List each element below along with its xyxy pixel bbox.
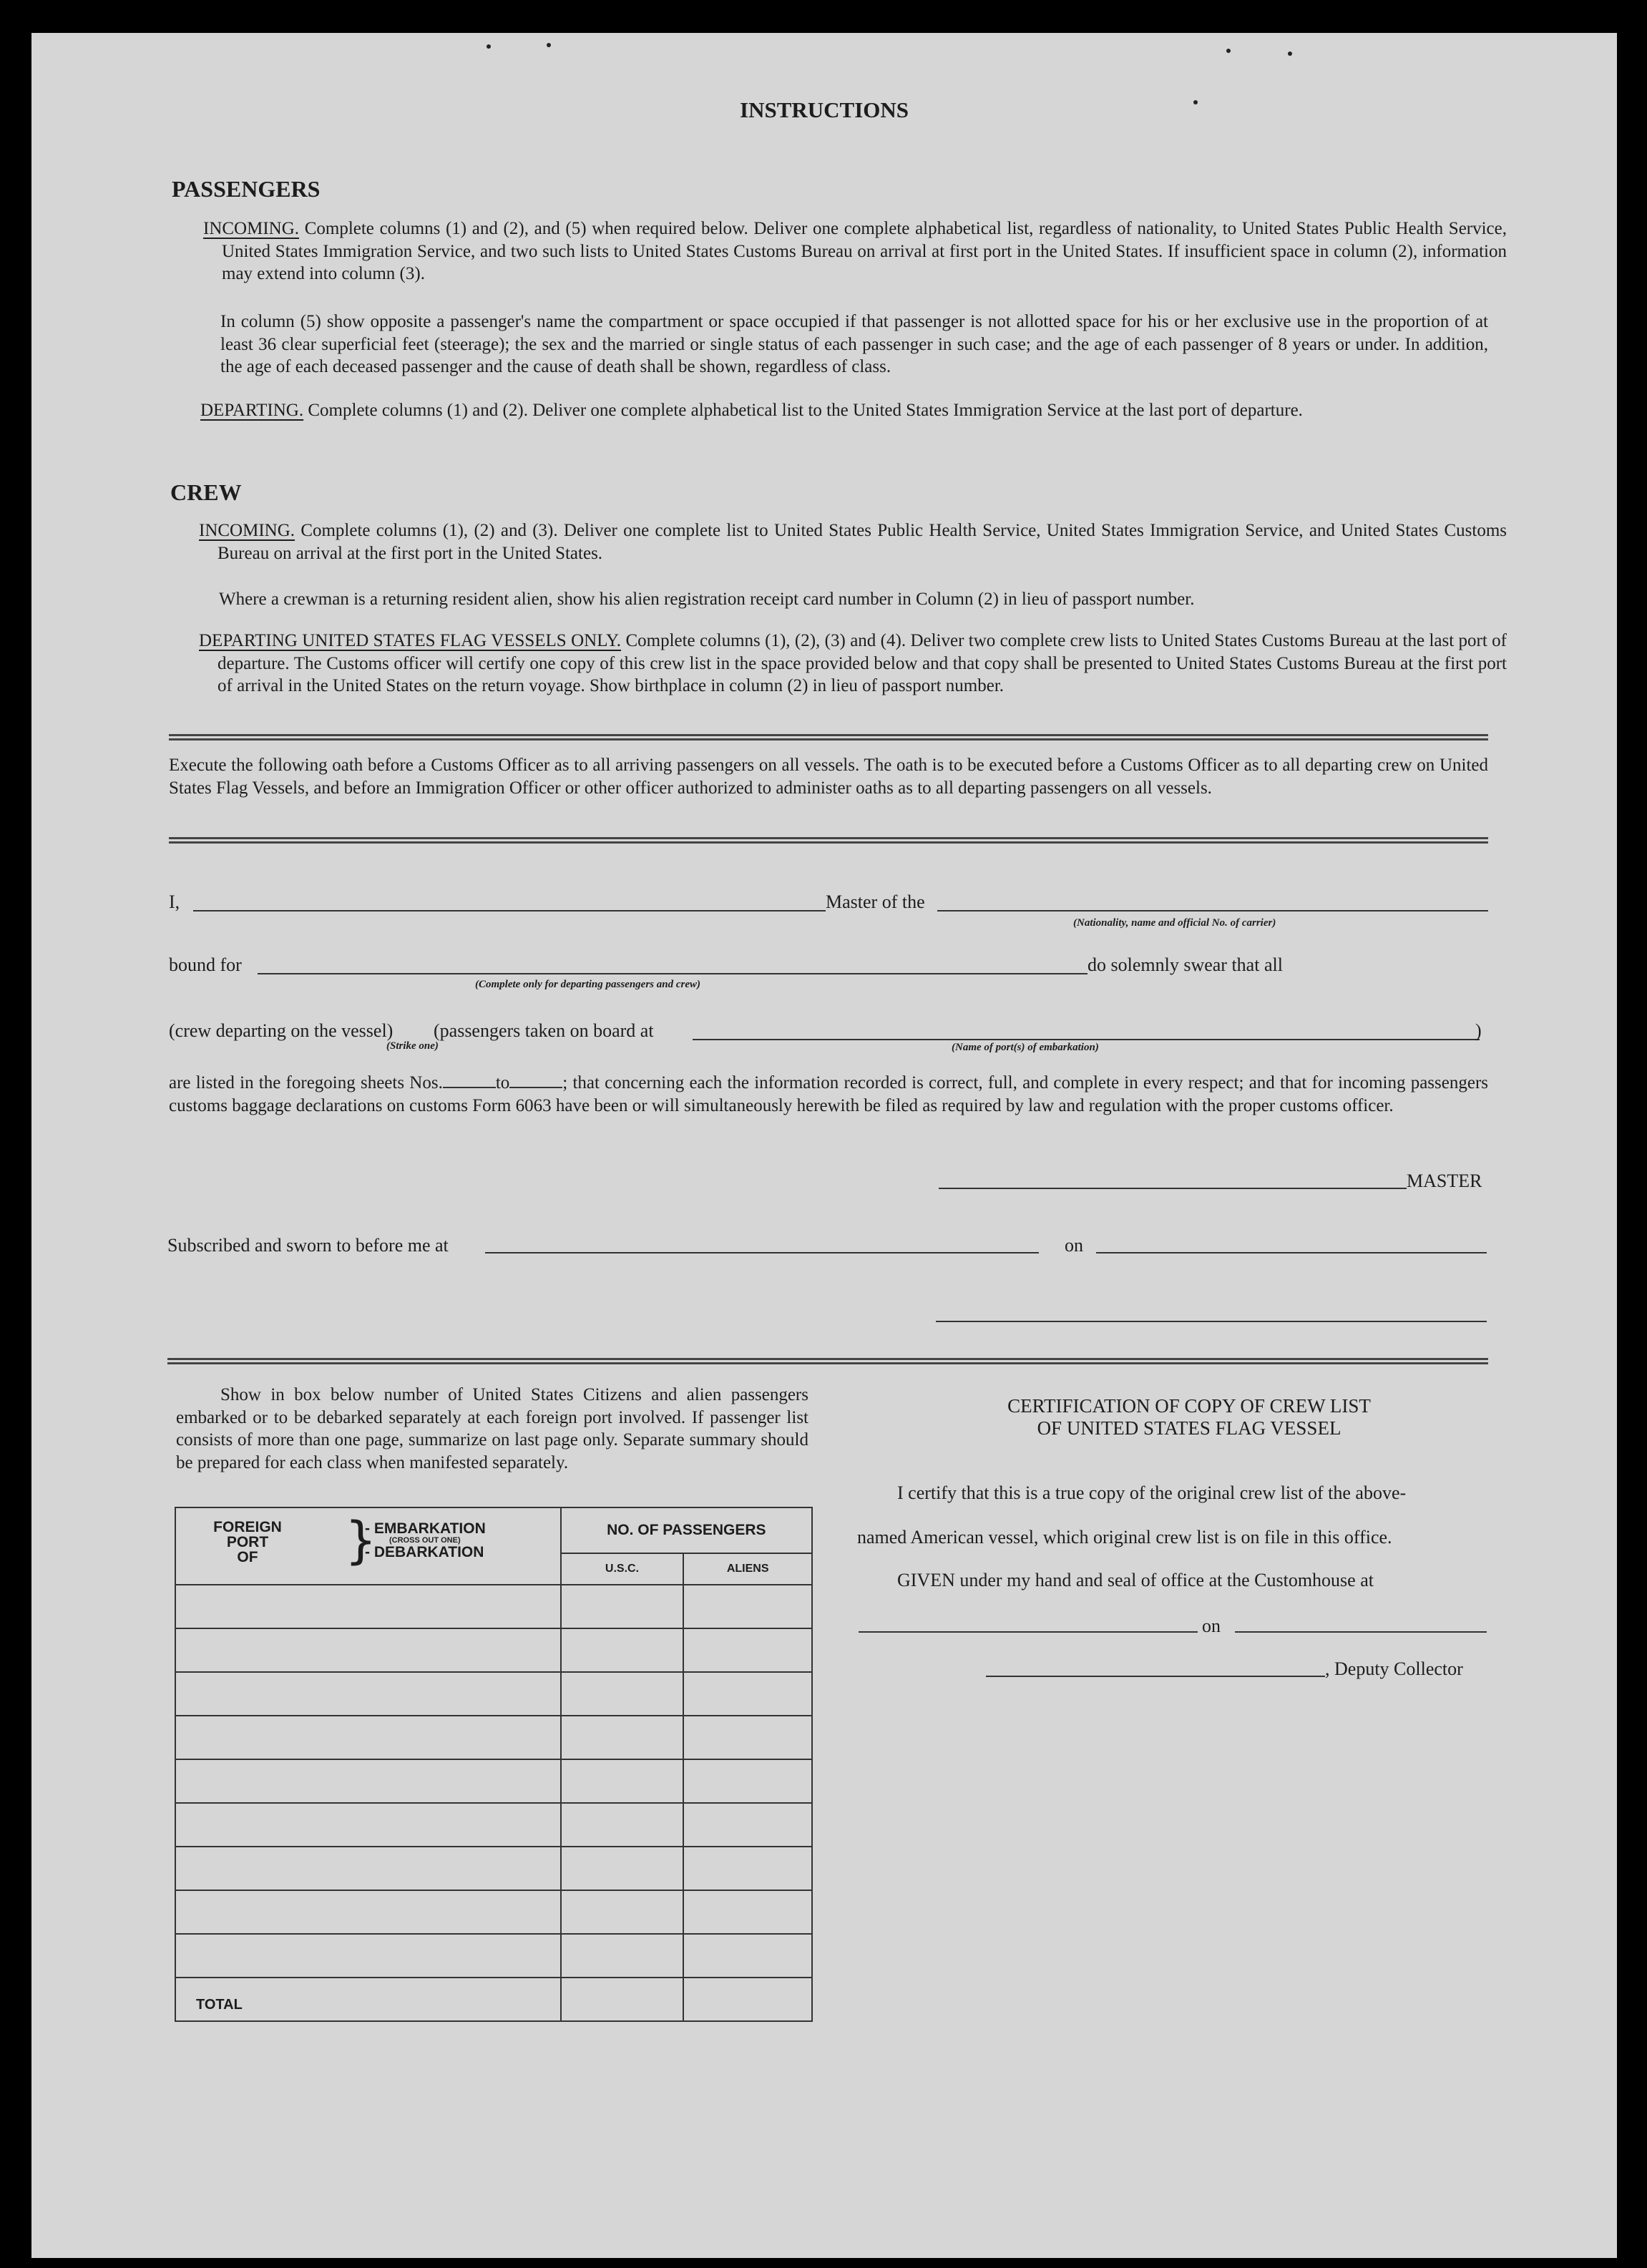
crew-resident-paragraph: Where a crewman is a returning resident alien, show his alien registration receipt card number in Column (2) in lieu of passport number. [219,590,1195,609]
certification-on-label: on [1202,1616,1221,1636]
listed-paragraph [169,1072,1488,1117]
no-of-passengers-header: NO. OF PASSENGERS [561,1507,812,1553]
crew-incoming-label: INCOMING. [199,521,295,540]
usc-cell[interactable] [561,1847,684,1890]
given-line: GIVEN under my hand and seal of office at the Customhouse at [897,1570,1374,1590]
aliens-header: ALIENS [683,1553,812,1585]
passengers-incoming-label: INCOMING. [203,219,300,238]
usc-cell[interactable] [561,1716,684,1759]
port-caption: (Name of port(s) of embarkation) [952,1042,1099,1053]
col-foreign: FOREIGN [213,1519,282,1535]
passengers-incoming-paragraph [203,217,1507,285]
bound-for-line[interactable] [258,973,1088,974]
sheet-from-field[interactable] [443,1087,496,1088]
passengers-departing-label: DEPARTING. [200,401,304,420]
page-title: INSTRUCTIONS [740,97,909,122]
crew-departing-label: DEPARTING UNITED STATES FLAG VESSELS ONLY. [199,631,622,650]
port-cell[interactable] [175,1672,561,1716]
nationality-caption: (Nationality, name and official No. of carrier) [1073,917,1276,929]
aliens-cell[interactable] [683,1628,812,1672]
sworn-on-label: on [1065,1235,1083,1256]
certification-heading-1: CERTIFICATION OF COPY OF CREW LIST [1007,1395,1371,1417]
passengers-incoming-text: Complete columns (1) and (2), and (5) when required below. Deliver one complete alphabetical list, regardless of nationality, to United States Public Health Service, United States Immigration Service, and two such lists to United States Customs Bureau on arrival at first port in the United States. If insufficient space in column (2), information may extend into column (3). [222,219,1507,283]
port-cell[interactable] [175,1759,561,1803]
foreign-port-header [175,1507,561,1585]
departing-caption: (Complete only for departing passengers and crew) [475,979,700,990]
passengers-departing-text: Complete columns (1) and (2). Deliver one complete alphabetical list to the United States Immigration Service at the last port of departure. [308,401,1303,420]
embarkation-port-line[interactable] [693,1039,1480,1040]
usc-cell[interactable] [561,1628,684,1672]
port-cell[interactable] [175,1847,561,1890]
col-of: OF [237,1549,258,1565]
master-of-the-label: Master of the [826,891,925,912]
cross-out-note: (CROSS OUT ONE) [389,1536,461,1545]
strike-one-caption: (Strike one) [386,1040,439,1052]
passengers-heading: PASSENGERS [172,176,321,202]
oath-i-label: I, [169,891,180,912]
usc-cell[interactable] [561,1759,684,1803]
scan-speck [547,43,551,47]
certification-heading-2: OF UNITED STATES FLAG VESSEL [1037,1417,1341,1439]
customhouse-line[interactable] [859,1631,1198,1633]
sworn-place-line[interactable] [485,1252,1039,1253]
document-page [31,33,1617,2258]
oath-instructions: Execute the following oath before a Customs Officer as to all arriving passengers on all vessels. The oath is to be executed before a Customs Officer as to all departing crew on United States Flag Vessels, and before an Immigration Officer or other officer authorized to administer oaths as to all departing passengers on all vessels. [169,756,1488,798]
port-cell[interactable] [175,1890,561,1934]
subscribed-label: Subscribed and sworn to before me at [167,1235,449,1256]
crew-departing-option[interactable]: (crew departing on the vessel) [169,1020,394,1041]
deputy-collector-label: , Deputy Collector [1325,1658,1463,1679]
certification-date-line[interactable] [1235,1631,1487,1633]
usc-cell[interactable] [561,1890,684,1934]
usc-header: U.S.C. [561,1553,684,1585]
listed-to: to [495,1073,510,1093]
scan-speck [1193,100,1198,104]
certification-heading [881,1395,1497,1440]
aliens-cell[interactable] [683,1803,812,1847]
aliens-cell[interactable] [683,1672,812,1716]
passenger-summary-table [175,1507,813,2022]
sworn-date-line[interactable] [1096,1252,1487,1253]
solemnly-swear-label: do solemnly swear that all [1088,954,1283,975]
master-label: MASTER [1407,1170,1482,1191]
scan-speck [1226,49,1231,53]
crew-departing-text: Complete columns (1), (2), (3) and (4). Deliver two complete crew lists to United States Customs Bureau at the last port of departure. The Customs officer will certify one copy of this crew list in the space provided below and that copy shall be presented to United States Customs Bureau at the first port of arrival in the United States on the return voyage. Show birthplace in column (2) in lieu of passport number. [218,631,1507,695]
officer-signature-line[interactable] [936,1321,1487,1322]
aliens-cell[interactable] [683,1934,812,1978]
passengers-taken-option[interactable]: (passengers taken on board at [434,1020,654,1041]
crew-incoming-paragraph [199,519,1507,564]
scan-speck [1288,52,1292,56]
total-label: TOTAL [175,1978,561,2021]
sheet-to-field[interactable] [509,1087,562,1088]
port-cell[interactable] [175,1803,561,1847]
port-cell[interactable] [175,1628,561,1672]
aliens-cell[interactable] [683,1585,812,1628]
listed-text-b: ; that concerning each the information recorded is correct, full, and complete in every respect; and [562,1073,1275,1093]
listed-text-a: are listed in the foregoing sheets Nos. [169,1073,443,1093]
usc-cell[interactable] [561,1803,684,1847]
passengers-departing-paragraph [200,399,1507,422]
total-usc-cell[interactable] [561,1978,684,2021]
summary-instructions: Show in box below number of United States Citizens and alien passengers embarked or to be debarked separately at each foreign port involved. If passenger list consists of more than one page, summarize on last page only. Separate summary should be prepared for each class when manifested separately. [176,1385,808,1472]
embarkation-option[interactable]: - EMBARKATION [365,1520,486,1537]
crew-departing-paragraph [199,630,1507,698]
certify-line-1: I certify that this is a true copy of the original crew list of the above- [897,1482,1407,1503]
usc-cell[interactable] [561,1934,684,1978]
listed-text-c: that for incoming passengers customs baggage declarations on customs Form 6063 have been or will simultaneously herewith be filed as required by law and regulation with the proper customs officer. [169,1073,1489,1115]
bound-for-label: bound for [169,954,242,975]
aliens-cell[interactable] [683,1759,812,1803]
crew-heading: CREW [170,479,242,505]
aliens-cell[interactable] [683,1890,812,1934]
aliens-cell[interactable] [683,1716,812,1759]
port-cell[interactable] [175,1716,561,1759]
passengers-column5-paragraph: In column (5) show opposite a passenger's name the compartment or space occupied if that passenger is not allotted space for his or her exclusive use in the proportion of at least 36 clear superficial feet (steerage); the sex and the married or single status of each passenger in such case; and the age of each passenger of 8 years or under. In addition, the age of each deceased passenger and the cause of death shall be shown, regardless of class. [220,312,1488,376]
brace-icon: } [345,1511,377,1570]
master-name-line[interactable] [193,910,826,911]
usc-cell[interactable] [561,1672,684,1716]
aliens-cell[interactable] [683,1847,812,1890]
port-cell[interactable] [175,1585,561,1628]
col-port: PORT [226,1534,269,1550]
double-rule [169,734,1488,740]
debarkation-option[interactable]: - DEBARKATION [365,1544,484,1560]
total-aliens-cell[interactable] [683,1978,812,2021]
close-paren: ) [1475,1020,1482,1041]
crew-incoming-text: Complete columns (1), (2) and (3). Deliver one complete list to United States Public Health Service, United States Immigration Service, and United States Customs Bureau on arrival at the first port in the United States. [218,521,1507,563]
certify-line-2: named American vessel, which original crew list is on file in this office. [857,1527,1392,1548]
usc-cell[interactable] [561,1585,684,1628]
master-signature-line[interactable] [939,1188,1407,1189]
double-rule [169,837,1488,844]
carrier-line[interactable] [937,910,1488,911]
double-rule [167,1358,1488,1364]
port-cell[interactable] [175,1934,561,1978]
deputy-signature-line[interactable] [986,1676,1325,1677]
scan-speck [487,44,491,49]
